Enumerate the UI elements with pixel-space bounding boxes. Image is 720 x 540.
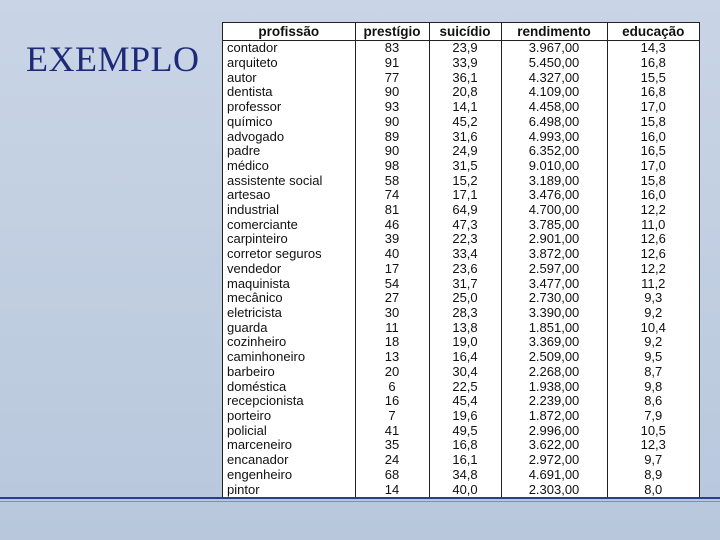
cell-prestigio: 83 bbox=[355, 41, 429, 56]
cell-profissao: marceneiro bbox=[223, 438, 355, 453]
cell-profissao: pintor bbox=[223, 482, 355, 497]
cell-profissao: autor bbox=[223, 70, 355, 85]
cell-prestigio: 39 bbox=[355, 232, 429, 247]
table-row bbox=[223, 467, 699, 482]
cell-suicidio: 16,8 bbox=[429, 438, 501, 453]
cell-suicidio: 24,9 bbox=[429, 144, 501, 159]
cell-profissao: médico bbox=[223, 159, 355, 174]
cell-profissao: mecânico bbox=[223, 291, 355, 306]
cell-prestigio: 17 bbox=[355, 262, 429, 277]
cell-profissao: corretor seguros bbox=[223, 247, 355, 262]
table-row bbox=[223, 115, 699, 130]
cell-prestigio: 90 bbox=[355, 115, 429, 130]
header-educacao: educação bbox=[607, 23, 699, 41]
cell-rendimento: 3.622,00 bbox=[501, 438, 607, 453]
cell-suicidio: 33,4 bbox=[429, 247, 501, 262]
slide-title: EXEMPLO bbox=[26, 39, 200, 79]
table-row bbox=[223, 306, 699, 321]
bottom-rule-thin bbox=[0, 501, 720, 502]
cell-educacao: 10,5 bbox=[640, 422, 666, 438]
cell-rendimento: 1.872,00 bbox=[501, 409, 607, 424]
cell-profissao: maquinista bbox=[223, 276, 355, 291]
cell-prestigio: 41 bbox=[355, 423, 429, 438]
cell-prestigio: 18 bbox=[355, 335, 429, 350]
cell-educacao: 11,0 bbox=[641, 216, 666, 232]
cell-prestigio: 98 bbox=[355, 159, 429, 174]
cell-prestigio: 90 bbox=[355, 85, 429, 100]
table-row bbox=[223, 453, 699, 468]
cell-profissao: doméstica bbox=[223, 379, 355, 394]
cell-prestigio: 13 bbox=[355, 350, 429, 365]
cell-profissao: caminhoneiro bbox=[223, 350, 355, 365]
cell-rendimento: 4.691,00 bbox=[501, 467, 607, 482]
cell-suicidio: 15,2 bbox=[429, 173, 501, 188]
cell-suicidio: 16,4 bbox=[429, 350, 501, 365]
cell-prestigio: 24 bbox=[355, 453, 429, 468]
cell-suicidio: 34,8 bbox=[429, 467, 501, 482]
table-row bbox=[223, 364, 699, 379]
table-row bbox=[223, 262, 699, 277]
table-row bbox=[223, 129, 699, 144]
table-row bbox=[223, 144, 699, 159]
table-row bbox=[223, 320, 699, 335]
cell-educacao: 12,6 bbox=[640, 246, 666, 262]
cell-suicidio: 31,5 bbox=[429, 159, 501, 174]
cell-rendimento: 3.872,00 bbox=[501, 247, 607, 262]
cell-educacao: 8,0 bbox=[644, 481, 663, 497]
cell-prestigio: 20 bbox=[355, 364, 429, 379]
table-row bbox=[223, 379, 699, 394]
cell-rendimento: 2.730,00 bbox=[501, 291, 607, 306]
cell-suicidio: 49,5 bbox=[429, 423, 501, 438]
cell-suicidio: 13,8 bbox=[429, 320, 501, 335]
cell-prestigio: 27 bbox=[355, 291, 429, 306]
cell-rendimento: 3.477,00 bbox=[501, 276, 607, 291]
cell-educacao: 16,8 bbox=[640, 55, 666, 71]
cell-suicidio: 25,0 bbox=[429, 291, 501, 306]
cell-rendimento: 3.390,00 bbox=[501, 306, 607, 321]
cell-rendimento: 1.938,00 bbox=[501, 379, 607, 394]
cell-rendimento: 2.303,00 bbox=[501, 482, 607, 497]
cell-rendimento: 3.785,00 bbox=[501, 217, 607, 232]
cell-profissao: engenheiro bbox=[223, 467, 355, 482]
cell-prestigio: 35 bbox=[355, 438, 429, 453]
table-row bbox=[223, 173, 699, 188]
table-body bbox=[223, 41, 699, 498]
cell-suicidio: 31,7 bbox=[429, 276, 501, 291]
cell-suicidio: 20,8 bbox=[429, 85, 501, 100]
cell-rendimento: 1.851,00 bbox=[501, 320, 607, 335]
table-row bbox=[223, 438, 699, 453]
cell-rendimento: 2.268,00 bbox=[501, 364, 607, 379]
cell-suicidio: 30,4 bbox=[429, 364, 501, 379]
table-row bbox=[223, 291, 699, 306]
table-row bbox=[223, 335, 699, 350]
cell-prestigio: 46 bbox=[355, 217, 429, 232]
cell-profissao: eletricista bbox=[223, 306, 355, 321]
cell-suicidio: 36,1 bbox=[429, 70, 501, 85]
table-row bbox=[223, 409, 699, 424]
cell-profissao: arquiteto bbox=[223, 56, 355, 71]
cell-rendimento: 4.109,00 bbox=[501, 85, 607, 100]
cell-rendimento: 2.972,00 bbox=[501, 453, 607, 468]
cell-rendimento: 2.509,00 bbox=[501, 350, 607, 365]
cell-suicidio: 22,3 bbox=[429, 232, 501, 247]
table-row bbox=[223, 350, 699, 365]
cell-educacao: 12,3 bbox=[640, 437, 666, 453]
cell-educacao: 9,8 bbox=[644, 378, 663, 394]
data-table-container bbox=[222, 22, 700, 498]
cell-rendimento: 2.901,00 bbox=[501, 232, 607, 247]
cell-profissao: comerciante bbox=[223, 217, 355, 232]
table-row bbox=[223, 247, 699, 262]
cell-suicidio: 45,2 bbox=[429, 115, 501, 130]
cell-profissao: dentista bbox=[223, 85, 355, 100]
cell-prestigio: 30 bbox=[355, 306, 429, 321]
cell-rendimento: 3.967,00 bbox=[501, 41, 607, 56]
cell-prestigio: 14 bbox=[355, 482, 429, 497]
cell-profissao: encanador bbox=[223, 453, 355, 468]
cell-prestigio: 11 bbox=[355, 320, 429, 335]
cell-profissao: professor bbox=[223, 100, 355, 115]
cell-educacao: 14,3 bbox=[640, 40, 666, 56]
cell-profissao: advogado bbox=[223, 129, 355, 144]
table-row bbox=[223, 394, 699, 409]
header-profissao: profissão bbox=[223, 23, 355, 41]
cell-educacao: 15,5 bbox=[640, 69, 666, 85]
cell-educacao: 9,7 bbox=[644, 452, 663, 468]
cell-prestigio: 40 bbox=[355, 247, 429, 262]
cell-prestigio: 81 bbox=[355, 203, 429, 218]
table-row bbox=[223, 100, 699, 115]
table-row bbox=[223, 203, 699, 218]
header-suicidio: suicídio bbox=[429, 23, 501, 41]
table-row bbox=[223, 423, 699, 438]
cell-profissao: recepcionista bbox=[223, 394, 355, 409]
table-row bbox=[223, 85, 699, 100]
cell-prestigio: 89 bbox=[355, 129, 429, 144]
cell-prestigio: 90 bbox=[355, 144, 429, 159]
cell-educacao: 11,2 bbox=[641, 275, 666, 291]
cell-suicidio: 64,9 bbox=[429, 203, 501, 218]
cell-suicidio: 14,1 bbox=[429, 100, 501, 115]
cell-profissao: cozinheiro bbox=[223, 335, 355, 350]
table-row bbox=[223, 188, 699, 203]
bottom-rule bbox=[0, 497, 720, 499]
cell-prestigio: 74 bbox=[355, 188, 429, 203]
cell-educacao: 16,0 bbox=[640, 187, 666, 203]
cell-educacao: 16,8 bbox=[640, 84, 666, 100]
cell-suicidio: 23,9 bbox=[429, 41, 501, 56]
cell-prestigio: 7 bbox=[355, 409, 429, 424]
cell-educacao: 12,2 bbox=[640, 202, 666, 218]
cell-prestigio: 16 bbox=[355, 394, 429, 409]
cell-rendimento: 4.700,00 bbox=[501, 203, 607, 218]
cell-educacao: 17,0 bbox=[640, 99, 666, 115]
cell-educacao: 16,0 bbox=[640, 128, 666, 144]
cell-educacao: 16,5 bbox=[640, 143, 666, 159]
cell-suicidio: 47,3 bbox=[429, 217, 501, 232]
cell-profissao: vendedor bbox=[223, 262, 355, 277]
cell-prestigio: 77 bbox=[355, 70, 429, 85]
cell-prestigio: 6 bbox=[355, 379, 429, 394]
cell-suicidio: 28,3 bbox=[429, 306, 501, 321]
cell-suicidio: 23,6 bbox=[429, 262, 501, 277]
cell-suicidio: 19,6 bbox=[429, 409, 501, 424]
table-row bbox=[223, 159, 699, 174]
cell-prestigio: 68 bbox=[355, 467, 429, 482]
cell-profissao: carpinteiro bbox=[223, 232, 355, 247]
cell-educacao: 9,2 bbox=[644, 305, 663, 320]
table-row bbox=[223, 482, 699, 497]
cell-suicidio: 22,5 bbox=[429, 379, 501, 394]
cell-suicidio: 16,1 bbox=[429, 453, 501, 468]
cell-profissao: assistente social bbox=[223, 173, 355, 188]
cell-suicidio: 31,6 bbox=[429, 129, 501, 144]
cell-rendimento: 4.327,00 bbox=[501, 70, 607, 85]
cell-educacao: 15,8 bbox=[640, 113, 666, 129]
cell-rendimento: 5.450,00 bbox=[501, 56, 607, 71]
cell-profissao: padre bbox=[223, 144, 355, 159]
cell-rendimento: 9.010,00 bbox=[501, 159, 607, 174]
cell-educacao: 17,0 bbox=[640, 157, 666, 173]
data-table bbox=[223, 23, 699, 497]
cell-profissao: artesao bbox=[223, 188, 355, 203]
cell-rendimento: 6.498,00 bbox=[501, 115, 607, 130]
cell-profissao: químico bbox=[223, 115, 355, 130]
cell-profissao: porteiro bbox=[223, 409, 355, 424]
cell-prestigio: 93 bbox=[355, 100, 429, 115]
cell-prestigio: 58 bbox=[355, 173, 429, 188]
cell-educacao: 9,5 bbox=[644, 349, 663, 365]
cell-rendimento: 2.996,00 bbox=[501, 423, 607, 438]
cell-educacao: 9,3 bbox=[644, 290, 663, 306]
header-rendimento: rendimento bbox=[501, 23, 607, 41]
cell-rendimento: 3.189,00 bbox=[501, 173, 607, 188]
cell-rendimento: 6.352,00 bbox=[501, 144, 607, 159]
cell-profissao: contador bbox=[223, 41, 355, 56]
cell-educacao: 15,8 bbox=[640, 172, 666, 188]
table-row bbox=[223, 232, 699, 247]
cell-suicidio: 45,4 bbox=[429, 394, 501, 409]
table-row bbox=[223, 56, 699, 71]
header-prestigio: prestígio bbox=[355, 23, 429, 41]
cell-profissao: barbeiro bbox=[223, 364, 355, 379]
cell-profissao: policial bbox=[223, 423, 355, 438]
cell-rendimento: 2.239,00 bbox=[501, 394, 607, 409]
cell-educacao: 8,6 bbox=[644, 393, 663, 409]
table-row bbox=[223, 276, 699, 291]
table-row bbox=[223, 70, 699, 85]
cell-educacao: 8,9 bbox=[644, 466, 663, 482]
cell-rendimento: 2.597,00 bbox=[501, 262, 607, 277]
cell-educacao: 12,6 bbox=[640, 231, 666, 247]
cell-rendimento: 4.993,00 bbox=[501, 129, 607, 144]
table-header-row bbox=[223, 23, 699, 41]
cell-profissao: guarda bbox=[223, 320, 355, 335]
table-row bbox=[223, 41, 699, 56]
cell-profissao: industrial bbox=[223, 203, 355, 218]
cell-rendimento: 3.476,00 bbox=[501, 188, 607, 203]
cell-prestigio: 54 bbox=[355, 276, 429, 291]
cell-educacao: 7,9 bbox=[644, 407, 663, 423]
cell-prestigio: 91 bbox=[355, 56, 429, 71]
cell-educacao: 12,2 bbox=[640, 260, 666, 276]
cell-suicidio: 17,1 bbox=[429, 188, 501, 203]
cell-educacao: 10,4 bbox=[640, 319, 666, 335]
cell-educacao: 9,2 bbox=[644, 334, 663, 350]
cell-educacao: 8,7 bbox=[644, 363, 663, 379]
table-row bbox=[223, 217, 699, 232]
cell-rendimento: 4.458,00 bbox=[501, 100, 607, 115]
cell-suicidio: 19,0 bbox=[429, 335, 501, 350]
cell-suicidio: 33,9 bbox=[429, 56, 501, 71]
cell-suicidio: 40,0 bbox=[429, 482, 501, 497]
cell-rendimento: 3.369,00 bbox=[501, 335, 607, 350]
